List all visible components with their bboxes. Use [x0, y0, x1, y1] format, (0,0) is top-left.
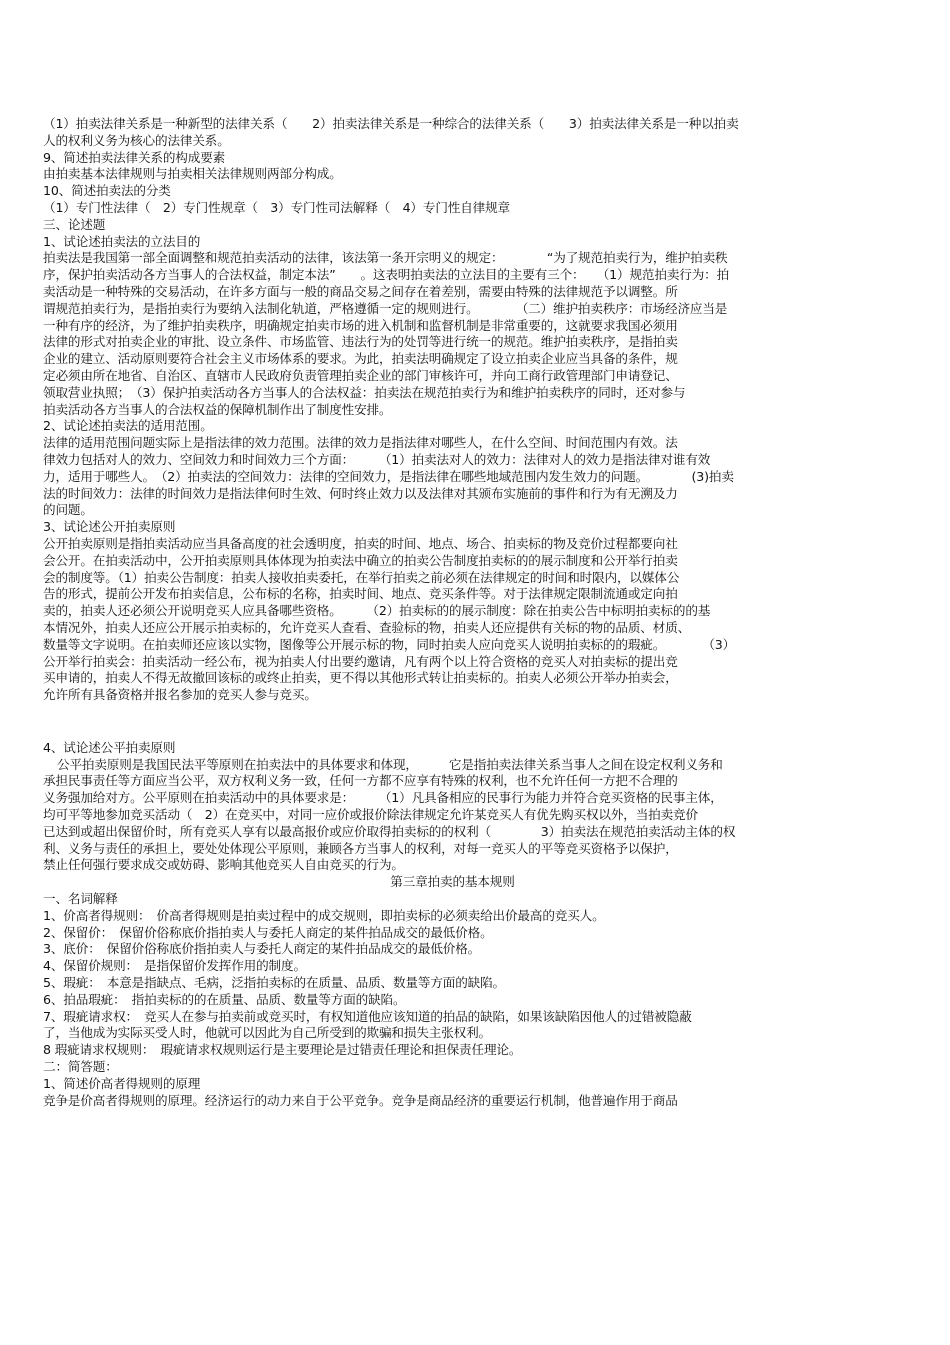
section-heading: 1、简述价高者得规则的原理: [43, 1075, 201, 1091]
text-line: 公平拍卖原则是我国民法平等原则在拍卖法中的具体要求和体现， 它是指拍卖法律关系当事人之间在设定权利义务和: [57, 756, 723, 772]
text-line: 序，保护拍卖活动各方当事人的合法权益，制定本法” 。这表明拍卖法的立法目的主要有三个： （1）规范拍卖行为：拍: [43, 267, 730, 283]
text-line: 定必须由所在地省、自治区、直辖市人民政府负责管理拍卖企业的部门审核许可，并向工商行政管理部门申请登记、: [43, 367, 678, 383]
text-line: 数量等文字说明。在拍卖师还应该以实物，图像等公开展示标的物，同时拍卖人应向竞买人说明拍卖标的的瑕疵。 （3）: [43, 636, 736, 652]
text-line: 拍卖活动各方当事人的合法权益的保障机制作出了制度性安排。: [43, 401, 392, 417]
text-line: 由拍卖基本法律规则与拍卖相关法律规则两部分构成。: [43, 166, 342, 182]
text-line: 卖活动是一种特殊的交易活动，在许多方面与一般的商品交易之间存在着差别，需要由特殊的法律规范予以调整。所: [43, 283, 678, 299]
text-line: 告的形式，提前公开发布拍卖信息，公布标的名称，拍卖时间、地点、竞买条件等。对于法律规定限制流通或定向拍: [43, 586, 678, 602]
text-line: 人的权利义务为核心的法律关系。: [43, 132, 230, 148]
text-line: 会的制度等。（1）拍卖公告制度：拍卖人接收拍卖委托，在举行拍卖之前必须在法律规定的时间和时限内，以媒体公: [43, 569, 680, 585]
text-line: 买申请的，拍卖人不得无故撤回该标的或终止拍卖，更不得以其他形式转让拍卖标的。拍卖人必须公开举办拍卖会，: [43, 670, 678, 686]
definition-line: 2、保留价： 保留价俗称底价指拍卖人与委托人商定的某件拍品成交的最低价格。: [43, 924, 493, 940]
text-line: 拍卖法是我国第一部全面调整和规范拍卖活动的法律，该法第一条开宗明义的规定： “为了规范拍卖行为，维护拍卖秩: [43, 250, 728, 266]
section-heading: 3、试论述公开拍卖原则: [43, 519, 176, 535]
definition-line: 4、保留价规则： 是指保留价发挥作用的制度。: [43, 958, 306, 974]
part-heading: 二：简答题：: [43, 1059, 118, 1075]
section-heading: 1、试论述拍卖法的立法目的: [43, 233, 201, 249]
definition-line: 1、价高者得规则： 价高者得规则是拍卖过程中的成交规则，即拍卖标的必须卖给出价最高的竞买人。: [43, 907, 605, 923]
text-line: 允许所有具备资格并报名参加的竞买人参与竞买。: [43, 687, 317, 703]
text-line: 的问题。: [43, 502, 93, 518]
text-line: 卖的，拍卖人还必须公开说明竞买人应具备哪些资格。 （2）拍卖标的的展示制度：除在拍卖公告中标明拍卖标的的基: [43, 603, 711, 619]
definition-line: 6、拍品瑕疵： 指拍卖标的的在质量、品质、数量等方面的缺陷。: [43, 991, 406, 1007]
section-heading: 4、试论述公平拍卖原则: [43, 739, 176, 755]
definition-line: 5、瑕疵： 本意是指缺点、毛病，泛指拍卖标的在质量、品质、数量等方面的缺陷。: [43, 975, 505, 991]
text-line: 谓规范拍卖行为，是指拍卖行为要纳入法制化轨道，严格遵循一定的规则进行。 （二）维护拍卖秩序：市场经济应当是: [43, 300, 728, 316]
text-line: 利、义务与责任的承担上，要处处体现公平原则，兼顾各方当事人的权利，对每一竞买人的平等竞买资格予以保护，: [43, 840, 678, 856]
definition-line: 3、底价： 保留价俗称底价指拍卖人与委托人商定的某件拍品成交的最低价格。: [43, 941, 481, 957]
text-line: （1）拍卖法律关系是一种新型的法律关系（ 2）拍卖法律关系是一种综合的法律关系（ 3）拍卖法律关系是一种以拍卖: [43, 116, 739, 131]
text-line: 本情况外，拍卖人还应公开展示拍卖标的，允许竞买人查看、查验标的物，拍卖人还应提供有关标的物的品质、材质、: [43, 619, 691, 635]
section-heading: 2、试论述拍卖法的适用范围。: [43, 418, 213, 434]
definition-line: 8 瑕疵请求权规则： 瑕疵请求权规则运行是主要理论是过错责任理论和担保责任理论。: [43, 1042, 522, 1058]
text-line: 法律的适用范围问题实际上是指法律的效力范围。法律的效力是指法律对哪些人，在什么空间、时间范围内有效。法: [43, 435, 678, 451]
section-heading: 10、简述拍卖法的分类: [43, 183, 171, 199]
text-line: 公开举行拍卖会：拍卖活动一经公布，视为拍卖人付出要约邀请，凡有两个以上符合资格的竞买人对拍卖标的提出竞: [43, 653, 678, 669]
text-line: 法律的形式对拍卖企业的审批、设立条件、市场监管、违法行为的处罚等进行统一的规范。维护拍卖秩序，是指拍卖: [43, 334, 678, 350]
text-line: 律效力包括对人的效力、空间效力和时间效力三个方面： （1）拍卖法对人的效力：法律对人的效力是指法律对谁有效: [43, 451, 711, 467]
paragraph-gap: [43, 704, 898, 740]
text-line: 法的时间效力：法律的时间效力是指法律何时生效、何时终止效力以及法律对其颁布实施前的事件和行为有无溯及力: [43, 485, 678, 501]
part-heading: 一、名词解释: [43, 891, 118, 907]
text-line: 竞争是价高者得规则的原理。经济运行的动力来自于公平竞争。竞争是商品经济的重要运行机制，他普遍作用于商品: [43, 1092, 678, 1108]
text-line: 了，当他成为实际买受人时，他就可以因此为自己所受到的欺骗和损失主张权利。: [43, 1025, 491, 1041]
part-heading: 三、论述题: [43, 216, 106, 232]
definition-line: 7、瑕疵请求权： 竞买人在参与拍卖前或竞买时，有权知道他应该知道的拍品的缺陷，如果该缺陷因他人的过错被隐蔽: [43, 1008, 692, 1024]
text-line: 一种有序的经济，为了维护拍卖秩序，明确规定拍卖市场的进入机制和监督机制是非常重要的，这就要求我国必须用: [43, 317, 678, 333]
text-line: 领取营业执照； （3）保护拍卖活动各方当事人的合法权益：拍卖法在规范拍卖行为和维护拍卖秩序的同时，还对参与: [43, 384, 686, 400]
text-line: 承担民事责任等方面应当公平，双方权利义务一致，任何一方都不应享有特殊的权利，也不允许任何一方把不合理的: [43, 773, 678, 789]
text-line: 已达到或超出保留价时，所有竞买人享有以最高报价或应价取得拍卖标的的权利（ 3）拍卖法在规范拍卖活动主体的权: [43, 823, 736, 839]
text-line: （1）专门性法律（ 2）专门性规章（ 3）专门性司法解释（ 4）专门性自律规章: [43, 199, 510, 215]
text-line: 义务强加给对方。公平原则在拍卖活动中的具体要求是： （1）凡具备相应的民事行为能力并符合竞买资格的民事主体，: [43, 790, 723, 806]
text-line: 企业的建立、活动原则要符合社会主义市场体系的要求。为此，拍卖法明确规定了设立拍卖企业应当具备的条件，规: [43, 351, 678, 367]
text-line: 公开拍卖原则是指拍卖活动应当具备高度的社会透明度，拍卖的时间、地点、场合、拍卖标的物及竞价过程都要向社: [43, 535, 678, 551]
text-line: 力，适用于哪些人。 （2）拍卖法的空间效力：法律的空间效力，是指法律在哪些地域范围内发生效力的问题。 (3)拍卖: [43, 468, 734, 484]
chapter-title: 第三章拍卖的基本规则: [390, 874, 515, 890]
text-line: 均可平等地参加竞买活动（ 2）在竞买中，对同一应价或报价除法律规定允许某竞买人有优先购买权以外，当拍卖竞价: [43, 807, 698, 823]
text-line: 会公开。在拍卖活动中，公开拍卖原则具体体现为拍卖法中确立的拍卖公告制度拍卖标的的展示制度和公开举行拍卖: [43, 552, 678, 568]
section-heading: 9、简述拍卖法律关系的构成要素: [43, 149, 226, 165]
text-line: 禁止任何强行要求成交或妨碍、影响其他竞买人自由竞买的行为。: [43, 857, 404, 873]
